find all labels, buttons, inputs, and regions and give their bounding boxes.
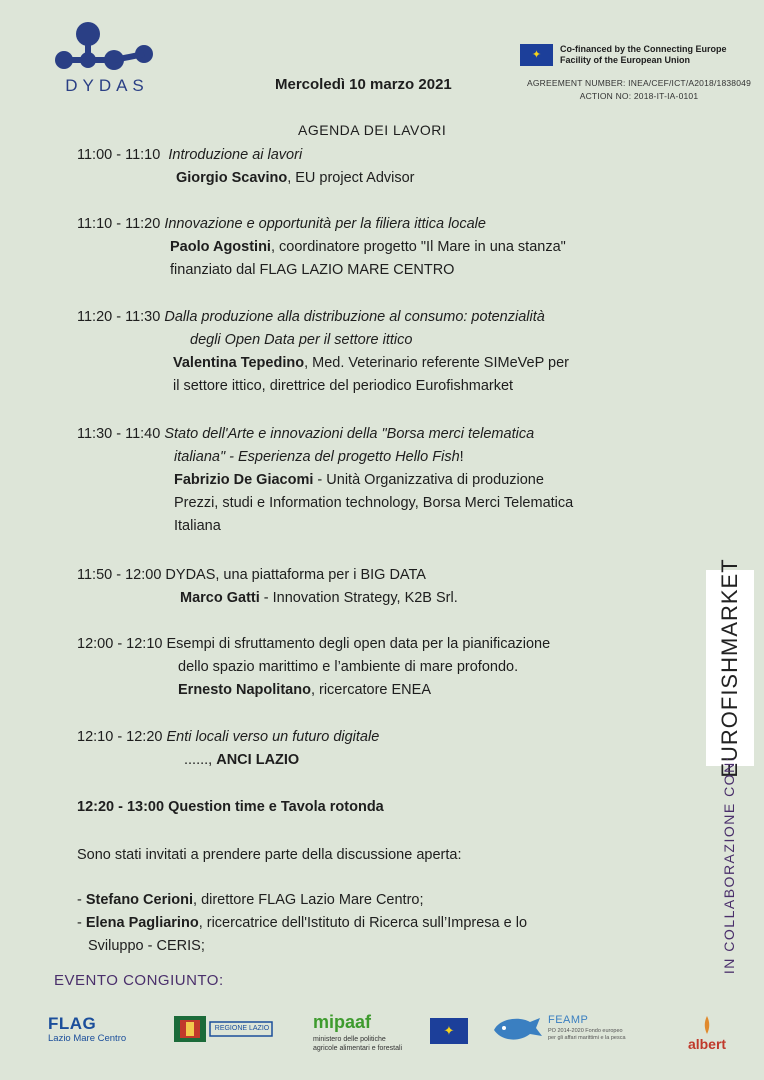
item-time: 11:00 - 11:10: [77, 147, 161, 163]
regione-lazio-logo: [170, 1014, 276, 1044]
evento-congiunto-label: EVENTO CONGIUNTO:: [54, 972, 224, 989]
invited-role: , ricercatrice dell'Istituto di Ricerca sull’Impresa e lo: [198, 915, 528, 931]
agenda-item-4: [77, 424, 534, 444]
invited-item-1: - Stefano Cerioni, direttore FLAG Lazio Mare Centro;: [77, 892, 424, 908]
feamp-logo-sub: PO 2014-2020 Fondo europeo per gli affari marittimi e la pesca: [548, 1028, 626, 1041]
flag-logo-text: FLAG: [48, 1014, 97, 1033]
wheat-icon: [682, 1014, 732, 1036]
speaker-name: ANCI LAZIO: [216, 752, 300, 768]
item-title-line2: degli Open Data per il settore ittico: [190, 332, 413, 348]
speaker-role-line2: finanziato dal FLAG LAZIO MARE CENTRO: [170, 262, 455, 278]
eurofishmarket-logo-text: EUROFISHMARKET: [717, 558, 742, 778]
agenda-title: AGENDA DEI LAVORI: [298, 122, 447, 138]
speaker-role: , Med. Veterinario referente SIMeVeP per: [304, 355, 569, 371]
feamp-logo-text: FEAMP: [548, 1014, 589, 1026]
item-title: Enti locali verso un futuro digitale: [166, 729, 380, 745]
agenda-item-3: [77, 307, 545, 327]
item-time: 11:50 - 12:00: [77, 567, 162, 583]
dydas-logo-icon: [52, 20, 162, 76]
regione-lazio-text: REGIONE LAZIO: [214, 1025, 270, 1032]
speaker-name: Marco Gatti: [180, 590, 260, 606]
invited-role: , direttore FLAG Lazio Mare Centro;: [193, 892, 424, 908]
mipaaf-logo-text: mipaaf: [313, 1012, 372, 1032]
eurofishmarket-logo: [706, 558, 754, 778]
mipaaf-logo: [313, 1012, 403, 1053]
feamp-logo: [490, 1010, 630, 1056]
agenda-item-7-speaker: [184, 750, 299, 770]
speaker-name: Valentina Tepedino: [173, 355, 305, 371]
agenda-item-3-speaker: [173, 353, 569, 373]
item-title: Stato dell'Arte e innovazioni della "Borsa merci telematica: [164, 426, 535, 442]
speaker-role-line3: Italiana: [174, 518, 221, 534]
agenda-item-4-speaker: [174, 470, 544, 490]
agreement-number: AGREEMENT NUMBER: INEA/CEF/ICT/A2018/1838049: [526, 78, 752, 88]
item-title-line2: dello spazio marittimo e l’ambiente di mare profondo.: [178, 659, 519, 675]
speaker-name: Giorgio Scavino: [176, 170, 288, 186]
agenda-item-2: [77, 214, 486, 234]
invited-name: Stefano Cerioni: [85, 892, 194, 908]
agenda-item-1: [77, 145, 302, 165]
action-number: ACTION NO: 2018-IT-IA-0101: [579, 91, 699, 101]
albert-logo: [682, 1014, 732, 1054]
speaker-role-line2: Prezzi, studi e Information technology, Borsa Merci Telematica: [174, 495, 574, 511]
speaker-role: , ricercatore ENEA: [310, 682, 432, 698]
agenda-item-2-speaker: [170, 237, 566, 257]
eu-flag-icon: ✦: [430, 1018, 468, 1044]
flag-logo: [48, 1014, 148, 1044]
speaker-role: , coordinatore progetto "Il Mare in una stanza": [270, 239, 566, 255]
agenda-item-5-speaker: [180, 588, 458, 608]
item-title: Esempi di sfruttamento degli open data per la pianificazione: [166, 636, 551, 652]
item-time: 12:00 - 12:10: [77, 636, 163, 652]
eu-cofinanced-text: Co-financed by the Connecting Europe Facility of the European Union: [560, 44, 727, 65]
item-title-line2: italiana" - Esperienza del progetto Hello Fish!: [174, 449, 464, 465]
mipaaf-logo-sub: ministero delle politiche agricole alimentari e forestali: [313, 1036, 403, 1052]
question-time: 12:20 - 13:00 Question time e Tavola rotonda: [77, 799, 384, 815]
item-title: Dalla produzione alla distribuzione al consumo: potenzialità: [164, 309, 545, 325]
item-time: 11:10 - 11:20: [77, 216, 161, 232]
item-time: 11:30 - 11:40: [77, 426, 161, 442]
item-title: Introduzione ai lavori: [168, 147, 303, 163]
speaker-prefix: ......,: [184, 752, 217, 768]
speaker-role: - Innovation Strategy, K2B Srl.: [259, 590, 458, 606]
agenda-item-7: [77, 727, 379, 747]
item-title: DYDAS, una piattaforma per i BIG DATA: [165, 567, 426, 583]
feamp-hand-fish-icon: [490, 1010, 544, 1050]
albert-logo-text: albert: [687, 1036, 727, 1052]
dydas-logo-text: DYDAS: [65, 76, 149, 95]
speaker-name: Paolo Agostini: [170, 239, 271, 255]
speaker-role: , EU project Advisor: [287, 170, 415, 186]
speaker-role: - Unità Organizzativa di produzione: [313, 472, 544, 488]
speaker-name: Fabrizio De Giacomi: [174, 472, 314, 488]
eu-flag-icon: [520, 44, 553, 66]
invited-role-line2: Sviluppo - CERIS;: [88, 938, 205, 954]
item-time: 12:10 - 12:20: [77, 729, 163, 745]
invited-item-2: - Elena Pagliarino, ricercatrice dell'Istituto di Ricerca sull’Impresa e lo: [77, 915, 528, 931]
speaker-name: Ernesto Napolitano: [178, 682, 311, 698]
invited-intro: Sono stati invitati a prendere parte della discussione aperta:: [77, 847, 462, 863]
agenda-item-5: [77, 565, 426, 585]
agenda-item-6-speaker: [178, 680, 431, 700]
item-time: 11:20 - 11:30: [77, 309, 161, 325]
collaboration-label: IN COLLABORAZIONE CON:: [721, 755, 737, 975]
flag-logo-sub: Lazio Mare Centro: [48, 1033, 127, 1044]
agenda-item-6: [77, 634, 550, 654]
agenda-item-1-speaker: [176, 168, 415, 188]
speaker-role-line2: il settore ittico, direttrice del periodico Eurofishmarket: [173, 378, 514, 394]
item-title: Innovazione e opportunità per la filiera ittica locale: [164, 216, 486, 232]
dydas-logo: [52, 20, 162, 100]
event-date: Mercoledì 10 marzo 2021: [275, 76, 452, 93]
invited-name: Elena Pagliarino: [85, 915, 199, 931]
